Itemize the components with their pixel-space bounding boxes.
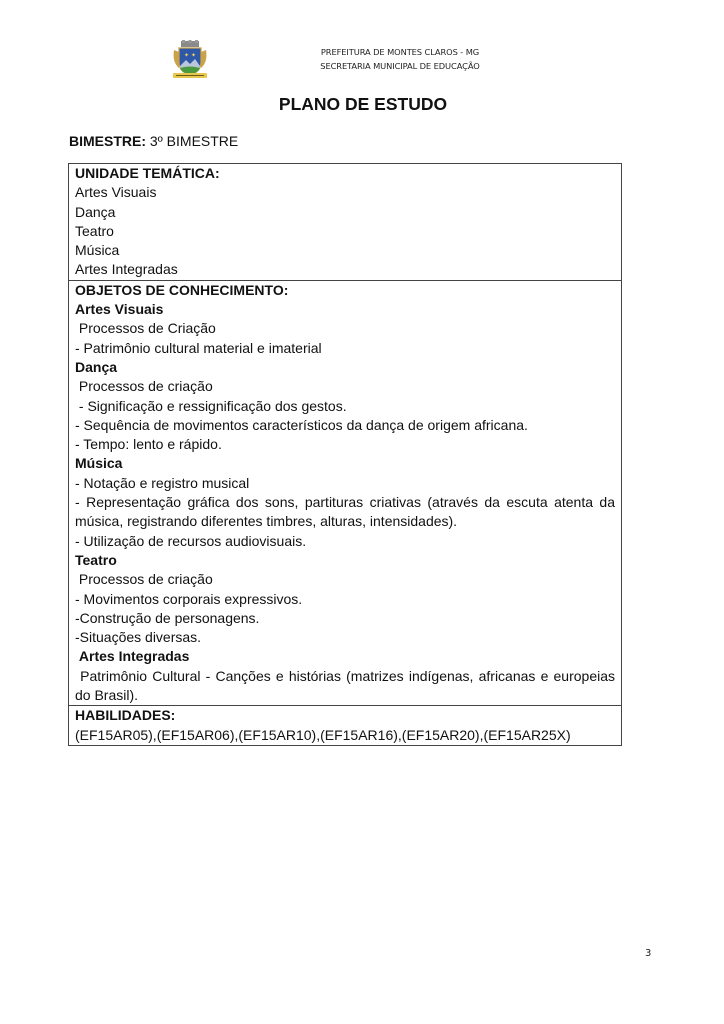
objetos-section-title: Teatro [75,551,117,568]
page-number: 3 [645,948,652,959]
unidade-tematica-heading: UNIDADE TEMÁTICA: [75,165,220,181]
coat-of-arms-logo [170,40,210,80]
bimestre-value: 3º BIMESTRE [146,133,239,149]
page-title [0,94,724,115]
objetos-line: - Utilização de recursos audiovisuais. [75,532,307,549]
objetos-line: Processos de criação [75,571,213,588]
objetos-line: -Construção de personagens. [75,609,260,626]
header-institution [300,45,500,73]
objetos-line: Patrimônio Cultural - Canções e histórias (matrizes indígenas, africanas e europeias do Brasil). [75,667,619,704]
habilidades-cell [69,706,622,746]
objetos-line: - Patrimônio cultural material e imaterial [75,339,322,356]
header-line-secretaria: SECRETARIA MUNICIPAL DE EDUCAÇÃO [320,61,480,71]
svg-text:✦: ✦ [184,52,190,59]
objetos-section-title: Artes Integradas [75,648,190,665]
bimestre-field [69,133,238,149]
objetos-line: - Representação gráfica dos sons, partituras criativas (através da escuta atenta da música, registrando diferentes timbres, alturas, intensidades). [75,494,619,530]
objetos-line: Processos de criação [75,378,213,395]
habilidades-heading: HABILIDADES: [75,707,176,724]
objetos-cell [69,280,622,706]
unidade-item: Teatro [75,222,114,239]
habilidades-row [69,706,622,746]
unidade-tematica-row [69,164,622,281]
objetos-line: - Sequência de movimentos característicos da dança de origem africana. [75,416,528,433]
unidade-item: Dança [75,203,116,220]
objetos-heading: OBJETOS DE CONHECIMENTO: [75,281,289,298]
objetos-line: - Movimentos corporais expressivos. [75,590,303,607]
unidade-tematica-cell [69,164,622,281]
svg-text:✦: ✦ [191,52,197,59]
objetos-line: - Notação e registro musical [75,474,250,491]
objetos-section-title: Música [75,455,123,472]
objetos-line: - Tempo: lento e rápido. [75,436,222,453]
bimestre-label: BIMESTRE: [69,133,146,149]
header-line-prefeitura: PREFEITURA DE MONTES CLAROS - MG [320,47,480,57]
habilidades-codes: (EF15AR05),(EF15AR06),(EF15AR10),(EF15AR16),(EF15AR20),(EF15AR25X) [75,726,571,743]
objetos-line: - Significação e ressignificação dos gestos. [75,397,347,414]
study-plan-table [68,163,622,746]
objetos-section-title: Artes Visuais [75,301,164,318]
objetos-line: Processos de Criação [75,320,216,337]
objetos-row [69,280,622,706]
objetos-line: -Situações diversas. [75,629,202,646]
page-title-text: PLANO DE ESTUDO [278,94,448,114]
objetos-section-title: Dança [75,358,118,375]
unidade-item: Artes Integradas [75,261,178,278]
unidade-item: Artes Visuais [75,184,157,201]
unidade-item: Música [75,242,120,259]
